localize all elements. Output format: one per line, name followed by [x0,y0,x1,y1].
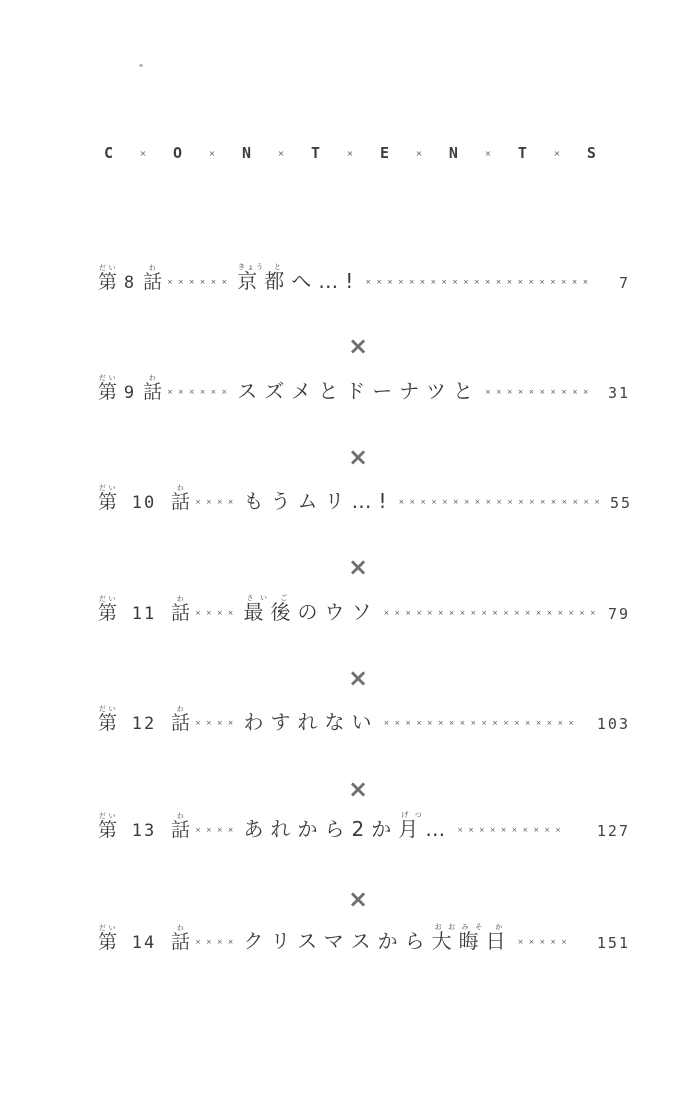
chapter-suffix: 話わ [142,264,162,293]
chapter-label [98,924,190,954]
header-separator-x: × [553,148,561,158]
title-segment: クリスマスから [243,929,432,953]
leader-dots: ×××× [195,719,239,727]
chapter-suffix: 話わ [170,595,190,624]
trailing-dots: ××××× [517,938,572,946]
chapter-prefix: 第だい [98,924,118,953]
toc-entry-ch14 [98,923,630,959]
chapter-label [98,705,190,735]
toc-entry-ch8 [98,263,630,299]
section-separator-x: × [347,443,369,471]
title-segment: 都と [264,263,292,293]
chapter-label [98,374,162,404]
chapter-label [98,264,162,294]
chapter-suffix: 話わ [170,812,190,841]
header-separator-x: × [415,148,423,158]
header-separator-x: × [208,148,216,158]
chapter-prefix: 第だい [98,705,118,734]
header-letter: N [448,144,458,162]
chapter-suffix: 話わ [142,374,162,403]
chapter-title [243,923,512,954]
title-segment: 最さい [243,594,271,624]
header-letter: C [104,144,114,162]
chapter-title [237,375,480,404]
leader-dots: ×××× [195,938,239,946]
title-segment: 晦みそ [458,923,486,953]
chapter-suffix: 話わ [170,705,190,734]
title-segment: のウソ [297,600,379,624]
title-segment: スズメとドーナツと [237,379,481,403]
page-number: 7 [618,274,630,292]
chapter-label [98,595,190,625]
toc-entry-ch9 [98,374,630,410]
chapter-title [243,594,378,625]
chapter-number: 9 [123,383,137,403]
page-number: 127 [596,822,630,840]
title-segment: 日か [485,923,513,953]
page-number: 103 [596,715,630,733]
chapter-title [237,263,360,294]
contents-title [104,144,596,162]
trailing-dots: ××××××××××××××××××××× [365,278,594,286]
trailing-dots: ×××××××××× [485,388,594,396]
leader-dots: ×××× [195,498,239,506]
trailing-dots: ×××××××××× [457,826,566,834]
leader-dots: ×××××× [167,388,233,396]
title-segment: … [425,817,453,841]
header-letter: T [310,144,320,162]
chapter-title [243,485,393,514]
chapter-label [98,484,190,514]
header-separator-x: × [346,148,354,158]
header-separator-x: × [139,148,147,158]
title-segment: あれから2か [243,817,399,841]
leader-dots: ×××× [195,609,239,617]
section-separator-x: × [347,553,369,581]
chapter-title [243,706,378,735]
title-segment: 京きょう [237,263,265,293]
chapter-number: 11 [131,604,157,624]
page-number: 31 [607,384,630,402]
chapter-title [243,811,452,842]
page-number: 151 [596,934,630,952]
leader-dots: ×××××× [167,278,233,286]
title-segment: 大おお [431,923,459,953]
toc-entry-ch11 [98,594,630,630]
section-separator-x: × [347,664,369,692]
leader-dots: ×××× [195,826,239,834]
chapter-number: 13 [131,821,157,841]
page-number: 79 [607,605,630,623]
chapter-prefix: 第だい [98,812,118,841]
header-letter: T [517,144,527,162]
trailing-dots: ××××××××××××××××××× [398,498,605,506]
chapter-prefix: 第だい [98,484,118,513]
chapter-number: 14 [131,933,157,953]
header-letter: S [586,144,596,162]
chapter-suffix: 話わ [170,484,190,513]
chapter-prefix: 第だい [98,264,118,293]
section-separator-x: × [347,885,369,913]
toc-entry-ch12 [98,705,630,741]
chapter-prefix: 第だい [98,374,118,403]
chapter-number: 8 [123,273,137,293]
trailing-dots: ×××××××××××××××××××× [383,609,601,617]
toc-entry-ch13 [98,811,630,847]
section-separator-x: × [347,332,369,360]
trailing-dots: ×××××××××××××××××× [383,719,580,727]
title-segment: もうムリ…! [243,489,394,513]
toc-entry-ch10 [98,484,633,520]
chapter-number: 10 [131,493,157,513]
header-letter: O [172,144,183,162]
header-separator-x: × [484,148,492,158]
title-segment: 後ご [270,594,298,624]
chapter-prefix: 第だい [98,595,118,624]
chapter-label [98,812,190,842]
section-separator-x: × [347,775,369,803]
header-separator-x: × [277,148,285,158]
title-segment: 月げつ [398,811,426,841]
chapter-suffix: 話わ [170,924,190,953]
title-segment: わすれない [243,710,379,734]
header-letter: E [379,144,389,162]
page-number: 55 [609,494,633,512]
scan-speck [139,64,143,67]
title-segment: へ…! [291,269,361,293]
header-letter: N [241,144,251,162]
chapter-number: 12 [131,714,157,734]
